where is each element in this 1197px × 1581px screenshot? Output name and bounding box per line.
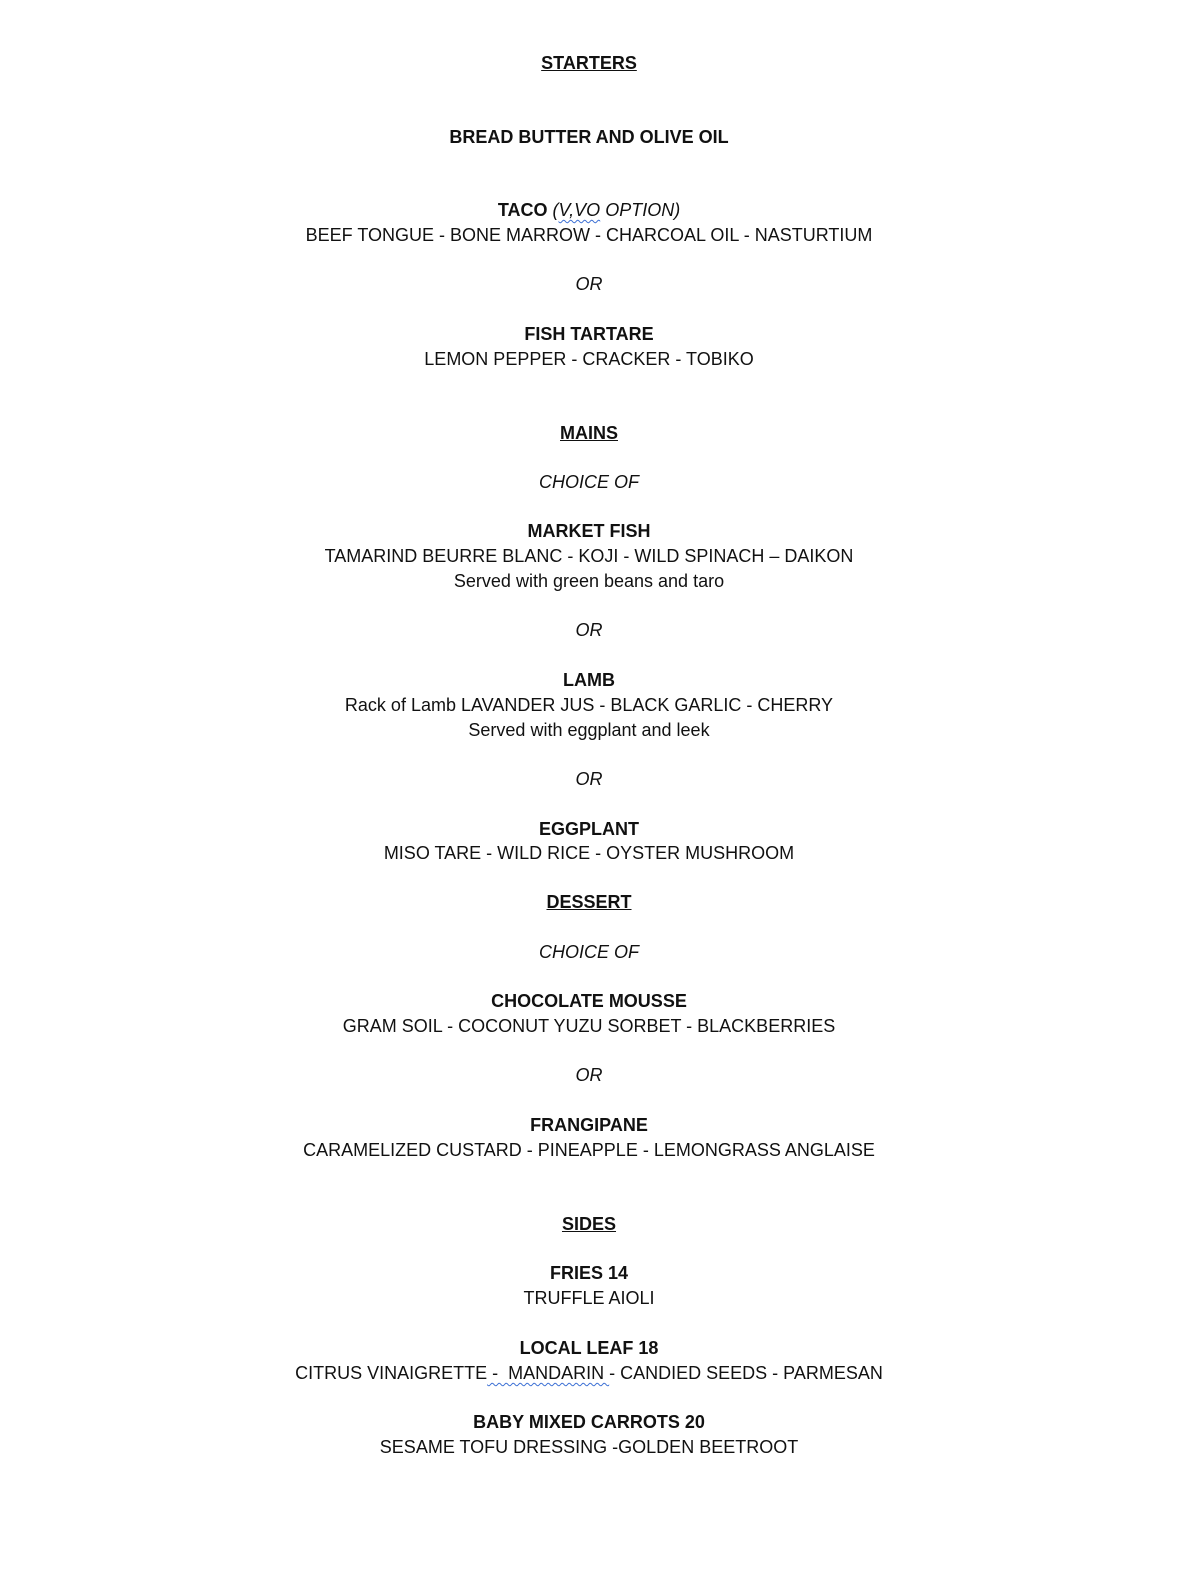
baby-carrots-name: BABY MIXED CARROTS 20 (473, 1412, 705, 1432)
market-fish-description: TAMARIND BEURRE BLANC - KOJI - WILD SPINACH – DAIKON (324, 546, 854, 566)
market-fish-name: MARKET FISH (527, 521, 651, 541)
frangipane-description: CARAMELIZED CUSTARD - PINEAPPLE - LEMONGRASS ANGLAISE (303, 1140, 875, 1160)
taco-option-open: ( (552, 200, 559, 220)
eggplant-name: EGGPLANT (538, 819, 639, 839)
local-leaf-description (0, 1362, 1178, 1384)
dessert-or: OR (575, 1065, 603, 1085)
eggplant-description: MISO TARE - WILD RICE - OYSTER MUSHROOM (383, 843, 795, 863)
lamb-name: LAMB (563, 670, 615, 690)
bread-butter-item: BREAD BUTTER AND OLIVE OIL (449, 127, 729, 147)
lamb-served: Served with eggplant and leek (468, 720, 710, 740)
dessert-heading: DESSERT (546, 892, 632, 912)
dessert-choice: CHOICE OF (538, 942, 639, 962)
sides-heading: SIDES (561, 1214, 617, 1234)
taco-option-rest: OPTION) (600, 200, 681, 220)
starters-heading: STARTERS (541, 53, 637, 73)
chocolate-mousse-description: GRAM SOIL - COCONUT YUZU SORBET - BLACKBERRIES (342, 1016, 836, 1036)
taco-title-line (0, 199, 1178, 221)
taco-option-spellcheck: V,VO (558, 200, 601, 220)
frangipane-name: FRANGIPANE (530, 1115, 648, 1135)
starters-or: OR (575, 274, 603, 294)
local-leaf-desc-pre: CITRUS VINAIGRETTE (295, 1363, 488, 1383)
fish-tartare-name: FISH TARTARE (524, 324, 654, 344)
chocolate-mousse-name: CHOCOLATE MOUSSE (491, 991, 687, 1011)
fries-name: FRIES 14 (549, 1263, 629, 1283)
taco-name: TACO (497, 200, 548, 220)
mains-choice: CHOICE OF (538, 472, 639, 492)
local-leaf-desc-post: - CANDIED SEEDS - PARMESAN (609, 1363, 883, 1383)
market-fish-served: Served with green beans and taro (453, 571, 725, 591)
taco-description: BEEF TONGUE - BONE MARROW - CHARCOAL OIL - NASTURTIUM (305, 225, 873, 245)
local-leaf-name: LOCAL LEAF 18 (519, 1338, 659, 1358)
taco-option (553, 200, 681, 220)
baby-carrots-description: SESAME TOFU DRESSING -GOLDEN BEETROOT (379, 1437, 799, 1457)
mains-heading: MAINS (560, 423, 618, 443)
mains-or-1: OR (575, 620, 603, 640)
fries-description: TRUFFLE AIOLI (523, 1288, 655, 1308)
lamb-description: Rack of Lamb LAVANDER JUS - BLACK GARLIC - CHERRY (344, 695, 834, 715)
local-leaf-desc-spellcheck: - MANDARIN (487, 1363, 610, 1383)
fish-tartare-description: LEMON PEPPER - CRACKER - TOBIKO (424, 349, 754, 369)
mains-or-2: OR (575, 769, 603, 789)
